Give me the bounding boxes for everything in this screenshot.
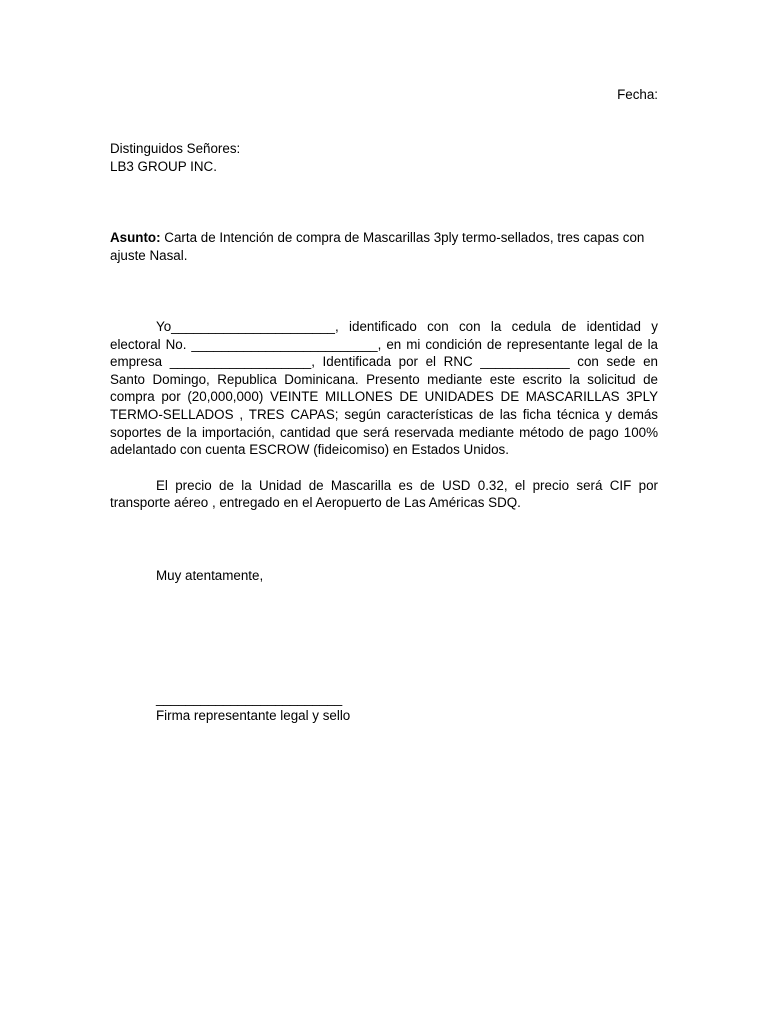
closing-salutation: Muy atentamente, <box>156 568 264 583</box>
subject-block <box>110 229 658 264</box>
addressee-block <box>110 140 658 175</box>
letter-body <box>110 318 658 512</box>
signature-line: _________________________ <box>156 691 343 706</box>
body-paragraph-2: El precio de la Unidad de Mascarilla es de USD 0.32, el precio será CIF por transporte aéreo , entregado en el Aeropuerto de Las Américas SDQ. <box>110 477 658 511</box>
signature-block <box>156 690 350 725</box>
company-name: LB3 GROUP INC. <box>110 158 217 174</box>
subject-text: Carta de Intención de compra de Mascarillas 3ply termo-sellados, tres capas con ajuste Nasal. <box>110 230 645 263</box>
signature-label: Firma representante legal y sello <box>156 708 351 723</box>
subject-label: Asunto: <box>110 230 161 245</box>
body-paragraph-1: Yo______________________, identificado con con la cedula de identidad y electoral No. _________________________, en mi condición de representante legal de la empresa ___________________, Identificada por el RNC ____________ con sede en Santo Domingo, Republica Dominicana. Presento mediante este escrito la solicitud de compra por (20,000,000) VEINTE MILLONES DE UNIDADES DE MASCARILLAS 3PLY TERMO-SELLADOS , TRES CAPAS; según características de las ficha técnica y demás soportes de la importación, cantidad que será reservada mediante método de pago 100% adelantado con cuenta ESCROW (fideicomiso) en Estados Unidos. <box>110 319 658 458</box>
greeting: Distinguidos Señores: <box>110 141 241 156</box>
date-label: Fecha: <box>617 87 658 102</box>
